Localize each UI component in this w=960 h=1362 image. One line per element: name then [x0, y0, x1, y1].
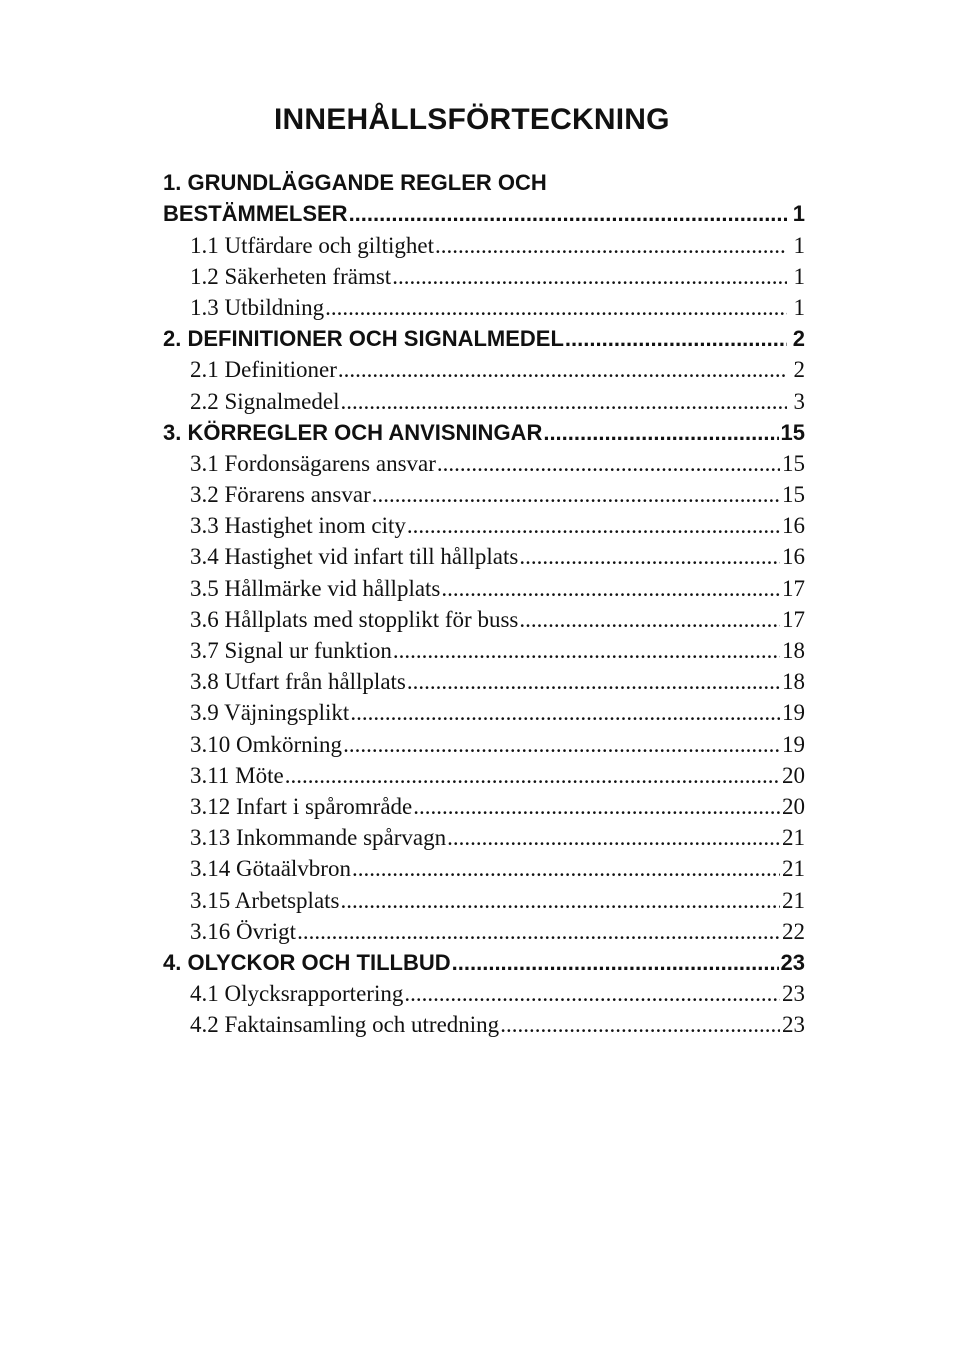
dot-leader — [350, 700, 780, 726]
toc-entry-row — [190, 760, 805, 791]
toc-section-entry[interactable] — [0, 385, 960, 416]
dot-leader — [437, 451, 780, 477]
toc-entry-label: 3.3 Hastighet inom city — [190, 513, 406, 539]
toc-section-entry[interactable] — [0, 541, 960, 572]
dot-leader — [404, 981, 780, 1007]
toc-section-entry[interactable] — [0, 1009, 960, 1040]
toc-entry-row — [190, 978, 805, 1009]
toc-entry-page-number: 22 — [782, 918, 805, 944]
toc-entry-page-number: 21 — [782, 825, 805, 851]
toc-section-entry[interactable] — [0, 229, 960, 260]
dot-leader — [352, 856, 780, 882]
toc-entry-row — [190, 604, 805, 635]
toc-entry-label: 1.1 Utfärdare och giltighet — [190, 232, 434, 258]
toc-entry-page-number: 1 — [793, 294, 805, 320]
toc-entry-label: 3.14 Götaälvbron — [190, 856, 351, 882]
toc-entry-label: 1.3 Utbildning — [190, 294, 325, 320]
toc-section-entry[interactable] — [0, 728, 960, 759]
toc-entry-label: 2.1 Definitioner — [190, 357, 337, 383]
toc-entry-page-number: 18 — [782, 638, 805, 664]
dot-leader — [413, 794, 780, 820]
toc-section-entry[interactable] — [0, 822, 960, 853]
toc-entry-row — [163, 417, 805, 448]
table-of-contents — [0, 167, 960, 1040]
toc-entry-row — [190, 635, 805, 666]
toc-entry-page-number: 1 — [792, 201, 805, 227]
toc-entry-label: 3. KÖRREGLER OCH ANVISNINGAR — [163, 419, 543, 445]
toc-entry-label: 4.2 Faktainsamling och utredning — [190, 1012, 500, 1038]
toc-entry-page-number: 18 — [782, 669, 805, 695]
toc-section-entry[interactable] — [0, 791, 960, 822]
toc-entry-label: 3.10 Omkörning — [190, 731, 343, 757]
toc-entry-page-number: 16 — [782, 513, 805, 539]
toc-entry-row — [190, 916, 805, 947]
toc-entry-row — [190, 541, 805, 572]
toc-entry-row — [190, 261, 805, 292]
toc-entry-label-line1: 1. GRUNDLÄGGANDE REGLER OCH — [163, 170, 547, 196]
toc-chapter-entry[interactable] — [0, 947, 960, 978]
toc-entry-label: 3.11 Möte — [190, 762, 284, 788]
toc-entry-page-number: 17 — [782, 606, 805, 632]
toc-entry-page-number: 3 — [793, 388, 805, 414]
toc-entry-page-number: 2 — [792, 326, 805, 352]
dot-leader — [285, 763, 780, 789]
dot-leader — [393, 638, 780, 664]
toc-chapter-entry[interactable] — [0, 167, 960, 229]
dot-leader — [372, 482, 780, 508]
toc-chapter-entry[interactable] — [0, 417, 960, 448]
toc-entry-label: 3.8 Utfart från hållplats — [190, 669, 406, 695]
toc-entry-row — [190, 853, 805, 884]
toc-entry-row — [190, 666, 805, 697]
toc-entry-row — [190, 354, 805, 385]
toc-entry-row — [163, 947, 805, 978]
toc-entry-page-number: 21 — [782, 887, 805, 913]
toc-entry-row — [190, 884, 805, 915]
toc-chapter-entry[interactable] — [0, 323, 960, 354]
toc-section-entry[interactable] — [0, 292, 960, 323]
dot-leader — [407, 669, 780, 695]
toc-entry-label: 3.4 Hastighet vid infart till hållplats — [190, 544, 519, 570]
toc-entry-page-number: 20 — [782, 793, 805, 819]
toc-entry-row — [190, 728, 805, 759]
toc-entry-label: 1.2 Säkerheten främst — [190, 263, 392, 289]
dot-leader — [392, 264, 787, 290]
dot-leader — [325, 295, 787, 321]
toc-section-entry[interactable] — [0, 916, 960, 947]
dot-leader — [297, 919, 780, 945]
toc-entry-page-number: 1 — [793, 263, 805, 289]
toc-entry-label: 3.13 Inkommande spårvagn — [190, 825, 447, 851]
toc-section-entry[interactable] — [0, 261, 960, 292]
dot-leader — [500, 1012, 780, 1038]
toc-entry-row — [190, 822, 805, 853]
toc-entry-row — [190, 791, 805, 822]
toc-section-entry[interactable] — [0, 354, 960, 385]
toc-section-entry[interactable] — [0, 479, 960, 510]
dot-leader — [407, 513, 780, 539]
toc-section-entry[interactable] — [0, 635, 960, 666]
toc-entry-label: 3.2 Förarens ansvar — [190, 482, 371, 508]
toc-entry-label: BESTÄMMELSER — [163, 201, 348, 227]
toc-entry-row — [190, 1009, 805, 1040]
toc-entry-row — [190, 572, 805, 603]
toc-entry-page-number: 19 — [782, 700, 805, 726]
dot-leader — [447, 825, 780, 851]
toc-entry-row — [190, 385, 805, 416]
toc-entry-page-number: 23 — [780, 949, 805, 975]
toc-entry-label: 3.6 Hållplats med stopplikt för buss — [190, 606, 519, 632]
toc-section-entry[interactable] — [0, 604, 960, 635]
toc-entry-page-number: 15 — [780, 419, 805, 445]
toc-entry-page-number: 2 — [793, 357, 805, 383]
toc-section-entry[interactable] — [0, 666, 960, 697]
toc-entry-label: 3.1 Fordonsägarens ansvar — [190, 450, 436, 476]
dot-leader — [340, 389, 787, 415]
toc-entry-page-number: 16 — [782, 544, 805, 570]
toc-entry-page-number: 20 — [782, 762, 805, 788]
dot-leader — [565, 326, 787, 352]
toc-entry-page-number: 15 — [782, 450, 805, 476]
toc-section-entry[interactable] — [0, 510, 960, 541]
toc-entry-row — [163, 323, 805, 354]
toc-entry-row — [190, 479, 805, 510]
toc-entry-label: 3.5 Hållmärke vid hållplats — [190, 575, 441, 601]
toc-entry-label: 3.9 Väjningsplikt — [190, 700, 350, 726]
dot-leader — [349, 201, 787, 227]
toc-entry-row — [190, 510, 805, 541]
toc-entry-label: 3.12 Infart i spårområde — [190, 793, 413, 819]
toc-entry-label: 4. OLYCKOR OCH TILLBUD — [163, 949, 451, 975]
toc-entry-page-number: 15 — [782, 482, 805, 508]
toc-entry-label: 4.1 Olycksrapportering — [190, 981, 404, 1007]
dot-leader — [441, 576, 780, 602]
toc-entry-row — [190, 292, 805, 323]
toc-entry-page-number: 1 — [793, 232, 805, 258]
dot-leader — [452, 950, 779, 976]
toc-entry-label: 3.15 Arbetsplats — [190, 887, 340, 913]
toc-section-entry[interactable] — [0, 697, 960, 728]
dot-leader — [343, 732, 780, 758]
dot-leader — [543, 420, 778, 446]
dot-leader — [341, 888, 781, 914]
toc-section-entry[interactable] — [0, 572, 960, 603]
toc-entry-page-number: 21 — [782, 856, 805, 882]
toc-entry-row — [163, 198, 805, 229]
toc-entry-row — [190, 229, 805, 260]
toc-entry-page-number: 17 — [782, 575, 805, 601]
page-title: INNEHÅLLSFÖRTECKNING — [274, 103, 670, 136]
toc-section-entry[interactable] — [0, 448, 960, 479]
toc-entry-label: 2.2 Signalmedel — [190, 388, 340, 414]
toc-section-entry[interactable] — [0, 760, 960, 791]
dot-leader — [338, 357, 787, 383]
toc-entry-label: 3.16 Övrigt — [190, 918, 297, 944]
toc-entry-label: 3.7 Signal ur funktion — [190, 638, 392, 664]
toc-entry-label: 2. DEFINITIONER OCH SIGNALMEDEL — [163, 326, 564, 352]
toc-entry-row — [190, 697, 805, 728]
toc-section-entry[interactable] — [0, 884, 960, 915]
dot-leader — [519, 607, 780, 633]
dot-leader — [435, 233, 787, 259]
toc-section-entry[interactable] — [0, 978, 960, 1009]
toc-section-entry[interactable] — [0, 853, 960, 884]
toc-entry-row — [190, 448, 805, 479]
dot-leader — [519, 544, 780, 570]
toc-entry-page-number: 23 — [782, 1012, 805, 1038]
toc-entry-page-number: 19 — [782, 731, 805, 757]
toc-entry-page-number: 23 — [782, 981, 805, 1007]
